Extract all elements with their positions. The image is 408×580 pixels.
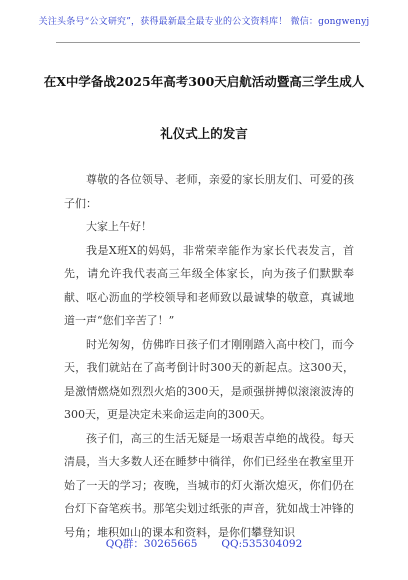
document-body <box>64 168 354 544</box>
salutation-paragraph: 尊敬的各位领导、老师，亲爱的家长朋友们、可爱的孩子们： <box>64 173 354 210</box>
header-divider <box>56 42 360 43</box>
header-note: 关注头条号“公文研究”，获得最新最全最专业的公文资料库！ 微信：gongwenyj <box>38 17 370 27</box>
document-title: 在X中学备战2025年高考300天启航活动暨高三学生成人 <box>43 74 365 89</box>
footer-contact <box>0 536 408 551</box>
greeting-paragraph: 大家上午好！ <box>86 220 152 233</box>
document-title-continued: 礼仪式上的发言 <box>160 126 248 141</box>
senior-life-paragraph: 孩子们，高三的生活无疑是一场艰苦卓绝的战役。每天清晨，当大多数人还在睡梦中徜徉，你们已经坐在教室里开始了一天的学习；夜晚，当城市的灯火渐次熄灭，你们仍在台灯下奋笔疾书。那笔尖划过纸张的声音，犹如战士冲锋的号角；堆积如山的课本和资料，是你们攀登知识 <box>64 431 354 539</box>
countdown-paragraph: 时光匆匆，仿佛昨日孩子们才刚刚踏入高中校门，而今天，我们就站在了高考倒计时300天的新起点。这300天，是激情燃烧如烈烈火焰的300天，是顽强拼搏似滚滚波涛的300天，更是决定未来命运走向的300天。 <box>64 337 354 421</box>
footer-qq: QQ:535304092 <box>221 538 303 550</box>
footer-qq-group: QQ群：30265665 <box>105 538 198 550</box>
introduction-paragraph: 我是X班X的妈妈，非常荣幸能作为家长代表发言，首先，请允许我代表高三年级全体家长，向为孩子们默默奉献、呕心沥血的学校领导和老师致以最诚挚的敬意，真诚地道一声“您们辛苦了！” <box>64 243 354 327</box>
